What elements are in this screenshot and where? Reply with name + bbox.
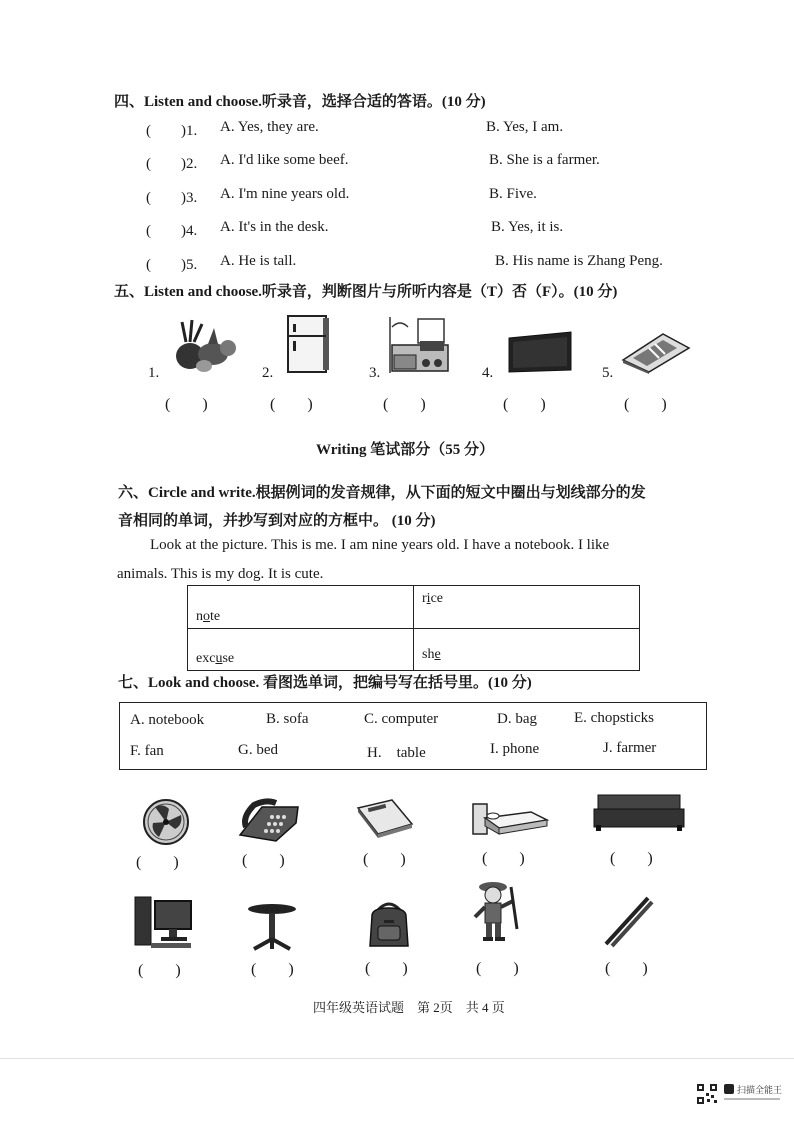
s6-cell-rice[interactable] xyxy=(414,586,640,629)
s5-item-3-number: 3. xyxy=(369,365,381,381)
s7-answer-blank-1[interactable]: ( ) xyxy=(136,854,179,871)
q4-1-number: ( )1. xyxy=(146,123,198,139)
section-6-title-line-1: 六、Circle and write.根据例词的发音规律，从下面的短文中圈出与划线部分的发 xyxy=(118,485,646,501)
s7-option-e: E. chopsticks xyxy=(574,710,654,726)
s6-cell-note[interactable] xyxy=(188,586,414,629)
s7-option-i: I. phone xyxy=(490,741,540,757)
s7-option-g: G. bed xyxy=(238,742,278,758)
s5-item-4-number: 4. xyxy=(482,365,494,381)
scanner-subtext-line xyxy=(724,1098,780,1100)
blackboard-icon xyxy=(505,330,575,374)
s6-passage-line-1: Look at the picture. This is me. I am nine years old. I have a notebook. I like xyxy=(150,537,610,553)
q4-4-option-a: A. It's in the desk. xyxy=(220,219,329,235)
table-icon xyxy=(246,901,298,951)
writing-section-header: Writing 笔试部分（55 分） xyxy=(316,442,495,458)
s5-item-2-number: 2. xyxy=(262,365,274,381)
s7-answer-blank-3[interactable]: ( ) xyxy=(363,851,406,868)
bed-icon xyxy=(471,798,549,838)
s5-answer-blank-2[interactable]: ( ) xyxy=(270,396,313,413)
s5-answer-blank-4[interactable]: ( ) xyxy=(503,396,546,413)
q4-2-number: ( )2. xyxy=(146,156,198,172)
q4-3-option-a: A. I'm nine years old. xyxy=(220,186,350,202)
q4-2-option-b: B. She is a farmer. xyxy=(489,152,600,168)
s7-option-b: B. sofa xyxy=(266,711,309,727)
section-4-title: 四、Listen and choose.听录音，选择合适的答语。(10 分) xyxy=(114,94,486,110)
farmer-icon xyxy=(467,879,523,945)
s7-answer-blank-9[interactable]: ( ) xyxy=(476,960,519,977)
q4-4-number: ( )4. xyxy=(146,223,198,239)
s7-option-h: H. table xyxy=(367,745,426,761)
q4-5-option-a: A. He is tall. xyxy=(220,253,297,269)
s7-answer-blank-4[interactable]: ( ) xyxy=(482,850,525,867)
page-divider xyxy=(0,1058,794,1059)
s7-option-f: F. fan xyxy=(130,743,164,759)
s6-word-note: note xyxy=(196,609,221,624)
s6-cell-she[interactable] xyxy=(414,629,640,671)
s6-word-excuse: excuse xyxy=(196,651,235,666)
s5-answer-blank-1[interactable]: ( ) xyxy=(165,396,208,413)
kitchen-icon xyxy=(386,313,450,377)
s7-option-j: J. farmer xyxy=(603,740,657,756)
scanner-label: 扫描全能王 xyxy=(737,1086,783,1096)
s5-answer-blank-3[interactable]: ( ) xyxy=(383,396,426,413)
q4-1-option-a: A. Yes, they are. xyxy=(220,119,319,135)
qr-code-icon xyxy=(696,1083,718,1105)
page-footer: 四年级英语试题 第 2页 共 4 页 xyxy=(313,1000,505,1015)
q4-1-option-b: B. Yes, I am. xyxy=(486,119,564,135)
s7-answer-blank-7[interactable]: ( ) xyxy=(251,961,294,978)
s5-item-1-number: 1. xyxy=(148,365,160,381)
fan-icon xyxy=(141,797,191,847)
section-6-title-line-2: 音相同的单词，并抄写到对应的方框中。 (10 分) xyxy=(118,513,436,529)
computer-icon xyxy=(133,893,195,951)
q4-3-option-b: B. Five. xyxy=(489,186,537,202)
bag-icon xyxy=(366,898,412,950)
section-7-title: 七、Look and choose. 看图选单词，把编号写在括号里。(10 分) xyxy=(118,675,532,691)
q4-4-option-b: B. Yes, it is. xyxy=(491,219,564,235)
s7-option-c: C. computer xyxy=(364,711,439,727)
s7-option-d: D. bag xyxy=(497,711,537,727)
vegetables-icon xyxy=(168,318,238,374)
notebook-icon xyxy=(352,798,416,840)
section-5-title: 五、Listen and choose.听录音，判断图片与所听内容是（T）否（F）。(10 分) xyxy=(114,284,618,300)
fridge-icon xyxy=(285,314,331,374)
q4-3-number: ( )3. xyxy=(146,190,198,206)
q4-5-number: ( )5. xyxy=(146,257,198,273)
q4-2-option-a: A. I'd like some beef. xyxy=(220,152,349,168)
s5-item-5-number: 5. xyxy=(602,365,614,381)
s6-passage-line-2: animals. This is my dog. It is cute. xyxy=(117,566,324,582)
s7-answer-blank-2[interactable]: ( ) xyxy=(242,852,285,869)
phone-icon xyxy=(236,797,302,843)
s7-answer-blank-10[interactable]: ( ) xyxy=(605,960,648,977)
s7-answer-blank-6[interactable]: ( ) xyxy=(138,962,181,979)
s6-word-she: she xyxy=(422,647,441,662)
s6-answer-table xyxy=(187,585,640,671)
s5-answer-blank-5[interactable]: ( ) xyxy=(624,396,667,413)
chopsticks-icon xyxy=(600,894,654,948)
q4-5-option-b: B. His name is Zhang Peng. xyxy=(495,253,663,269)
sofa-icon xyxy=(592,793,686,833)
s7-answer-blank-5[interactable]: ( ) xyxy=(610,850,653,867)
s7-answer-blank-8[interactable]: ( ) xyxy=(365,960,408,977)
s7-option-a: A. notebook xyxy=(130,712,205,728)
scanner-logo-icon xyxy=(724,1084,734,1094)
book-icon xyxy=(619,330,693,374)
s6-cell-excuse[interactable] xyxy=(188,629,414,671)
s6-word-rice: rice xyxy=(422,591,443,606)
